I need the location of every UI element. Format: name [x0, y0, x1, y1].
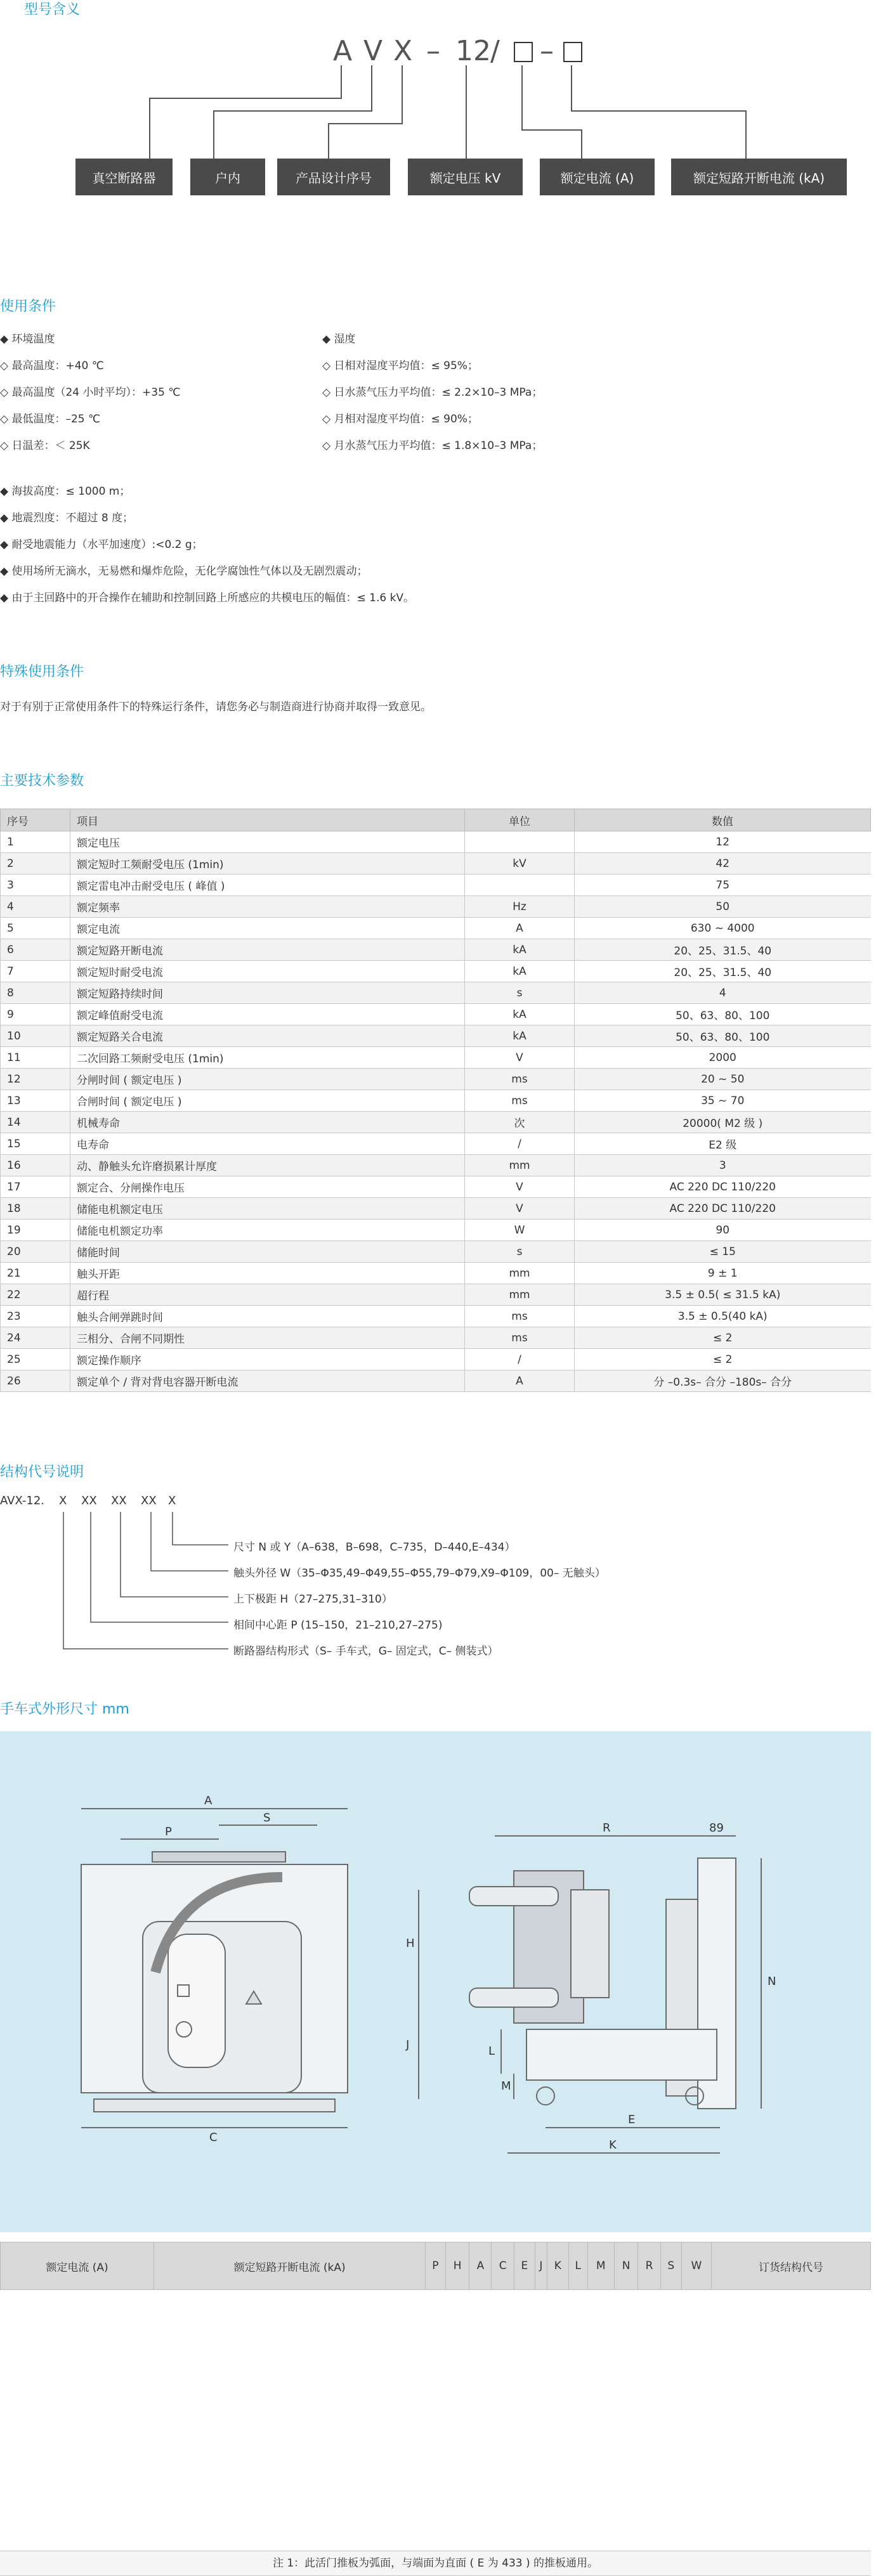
cond-right-1: ◇ 日相对湿度平均值：≤ 95%； [322, 360, 478, 372]
spec-cell-item: 额定短路开断电流 [70, 939, 465, 961]
spec-cell-value: AC 220 DC 110/220 [575, 1198, 871, 1220]
spec-cell-value: E2 级 [575, 1133, 871, 1155]
spec-cell-unit: mm [465, 1263, 575, 1284]
spec-cell-unit: kA [465, 939, 575, 961]
spec-cell-item: 储能电机额定功率 [70, 1220, 465, 1241]
dimensions-title: 手车式外形尺寸 mm [0, 1701, 129, 1717]
table-row [1, 1327, 871, 1349]
table-row [1, 831, 871, 853]
spec-cell-item: 额定短时工频耐受电压 (1min) [70, 853, 465, 875]
code-char-voltage: 12 [455, 35, 491, 67]
spec-cell-unit: 次 [465, 1112, 575, 1133]
spec-cell-item: 额定雷电冲击耐受电压 ( 峰值 ) [70, 875, 465, 896]
spec-cell-value: 12 [575, 831, 871, 853]
dim-label-p: P [165, 1825, 172, 1838]
cond-right-2: ◇ 日水蒸气压力平均值：≤ 2.2×10–3 MPa； [322, 386, 543, 399]
spec-cell-item: 触头合闸弹跳时间 [70, 1306, 465, 1327]
breaker-drawing-svg [0, 1731, 871, 2232]
spec-cell-unit: / [465, 1133, 575, 1155]
spec-cell-item: 额定峰值耐受电流 [70, 1004, 465, 1025]
spec-header-item: 项目 [70, 809, 465, 831]
spec-cell-value: 50 [575, 896, 871, 918]
dim-header-cell: 订货结构代号 [712, 2242, 871, 2290]
spec-cell-unit: V [465, 1047, 575, 1069]
model-connector-lines [0, 60, 876, 162]
dimension-table-header [1, 2242, 871, 2290]
special-title: 特殊使用条件 [0, 664, 84, 680]
spec-cell-item: 动、静触头允许磨损累计厚度 [70, 1155, 465, 1176]
table-row [1, 1133, 871, 1155]
structure-item-4: 断路器结构形式（S– 手车式，G– 固定式，C– 侧装式） [233, 1645, 499, 1658]
spec-cell-unit: kA [465, 1004, 575, 1025]
table-row [1, 1284, 871, 1306]
table-row [1, 853, 871, 875]
cond-other-3: ◆ 使用场所无滴水，无易燃和爆炸危险，无化学腐蚀性气体以及无剧烈震动； [0, 565, 368, 578]
cond-other-2: ◆ 耐受地震能力（水平加速度）:<0.2 g； [0, 538, 203, 551]
dim-header-cell: S [660, 2242, 681, 2290]
spec-cell-value: 9 ± 1 [575, 1263, 871, 1284]
cond-left-1: ◇ 最高温度：+40 ℃ [0, 360, 104, 372]
spec-cell-item: 额定频率 [70, 896, 465, 918]
code-box-current [514, 42, 533, 62]
spec-cell-item: 二次回路工频耐受电压 (1min) [70, 1047, 465, 1069]
spec-cell-value: 630 ~ 4000 [575, 918, 871, 939]
special-text: 对于有别于正常使用条件下的特殊运行条件，请您务必与制造商进行协商并取得一致意见。 [0, 701, 431, 713]
cond-left-0: ◆ 环境温度 [0, 333, 55, 346]
spec-cell-no: 22 [1, 1284, 70, 1306]
cond-right-0: ◆ 湿度 [322, 333, 356, 346]
spec-cell-item: 储能时间 [70, 1241, 465, 1263]
dim-label-a: A [204, 1794, 212, 1807]
spec-cell-item: 超行程 [70, 1284, 465, 1306]
table-row [1, 961, 871, 982]
spec-cell-unit: mm [465, 1155, 575, 1176]
spec-cell-unit: W [465, 1220, 575, 1241]
spec-cell-value: 3.5 ± 0.5( ≤ 31.5 kA) [575, 1284, 871, 1306]
spec-cell-no: 16 [1, 1155, 70, 1176]
label-vacuum-breaker: 真空断路器 [75, 159, 173, 195]
table-row [1, 875, 871, 896]
spec-cell-no: 2 [1, 853, 70, 875]
spec-cell-item: 额定短时耐受电流 [70, 961, 465, 982]
dim-label-s: S [263, 1811, 271, 1825]
spec-cell-value: 20、25、31.5、40 [575, 961, 871, 982]
spec-cell-no: 19 [1, 1220, 70, 1241]
dim-label-r: R [603, 1821, 611, 1835]
spec-cell-item: 三相分、合闸不同期性 [70, 1327, 465, 1349]
spec-cell-no: 26 [1, 1370, 70, 1392]
table-row [1, 1198, 871, 1220]
label-indoor: 户内 [190, 159, 265, 195]
conditions-title: 使用条件 [0, 299, 56, 315]
dim-label-n: N [768, 1975, 776, 1988]
code-char-slash: / [490, 35, 500, 67]
code-char-dash2: – [540, 35, 554, 67]
dim-header-cell: M [587, 2242, 614, 2290]
spec-cell-value: 分 –0.3s– 合分 –180s– 合分 [575, 1370, 871, 1392]
spec-cell-value: 35 ~ 70 [575, 1090, 871, 1112]
structure-code-4: XX [141, 1494, 157, 1507]
table-row [1, 1069, 871, 1090]
structure-connector-lines [0, 1509, 241, 1662]
spec-cell-no: 8 [1, 982, 70, 1004]
spec-cell-value: 50、63、80、100 [575, 1025, 871, 1047]
table-row [1, 1004, 871, 1025]
label-rated-voltage: 额定电压 kV [408, 159, 523, 195]
code-char-x: X [393, 35, 413, 67]
table-row [1, 1370, 871, 1392]
dim-label-89: 89 [709, 1821, 724, 1835]
spec-cell-item: 机械寿命 [70, 1112, 465, 1133]
table-row [1, 982, 871, 1004]
structure-title: 结构代号说明 [0, 1464, 84, 1480]
spec-cell-value: 75 [575, 875, 871, 896]
dim-label-c: C [209, 2131, 218, 2144]
table-row [1, 896, 871, 918]
spec-cell-item: 分闸时间 ( 额定电压 ) [70, 1069, 465, 1090]
spec-cell-item: 额定单个 / 背对背电容器开断电流 [70, 1370, 465, 1392]
table-row [1, 939, 871, 961]
cond-right-3: ◇ 月相对湿度平均值：≤ 90%； [322, 413, 478, 426]
dim-header-cell: E [514, 2242, 535, 2290]
spec-header-no: 序号 [1, 809, 70, 831]
structure-code-5: X [168, 1494, 176, 1507]
spec-table [0, 809, 871, 1392]
table-row [1, 1112, 871, 1133]
spec-cell-unit: / [465, 1349, 575, 1370]
spec-header-value: 数值 [575, 809, 871, 831]
spec-cell-value: 4 [575, 982, 871, 1004]
cond-other-0: ◆ 海拔高度：≤ 1000 m； [0, 485, 131, 498]
spec-cell-value: AC 220 DC 110/220 [575, 1176, 871, 1198]
spec-table-body [1, 831, 871, 1392]
dim-label-m: M [501, 2079, 511, 2093]
structure-code-2: XX [81, 1494, 97, 1507]
label-rated-current: 额定电流 (A) [540, 159, 655, 195]
spec-cell-unit [465, 875, 575, 896]
dim-header-cell: K [547, 2242, 568, 2290]
cond-right-4: ◇ 月水蒸气压力平均值：≤ 1.8×10–3 MPa； [322, 439, 543, 452]
spec-cell-unit: A [465, 918, 575, 939]
spec-cell-value: 42 [575, 853, 871, 875]
spec-cell-unit: kA [465, 1025, 575, 1047]
structure-code-prefix: AVX-12. [0, 1494, 45, 1507]
spec-cell-unit: kA [465, 961, 575, 982]
spec-cell-no: 15 [1, 1133, 70, 1155]
dim-label-l: L [488, 2045, 495, 2058]
spec-cell-no: 25 [1, 1349, 70, 1370]
table-row [1, 1306, 871, 1327]
spec-cell-item: 额定电压 [70, 831, 465, 853]
dim-label-k: K [609, 2138, 617, 2152]
spec-cell-value: 2000 [575, 1047, 871, 1069]
cond-left-4: ◇ 日温差：＜ 25K [0, 439, 90, 452]
spec-cell-no: 17 [1, 1176, 70, 1198]
spec-cell-item: 额定短路持续时间 [70, 982, 465, 1004]
code-char-a: A [333, 35, 353, 67]
dim-header-cell: L [568, 2242, 587, 2290]
spec-cell-no: 20 [1, 1241, 70, 1263]
spec-cell-unit: mm [465, 1284, 575, 1306]
dim-header-cell: R [638, 2242, 660, 2290]
dim-label-j: J [406, 2038, 410, 2052]
structure-code-1: X [59, 1494, 67, 1507]
spec-cell-no: 4 [1, 896, 70, 918]
model-section-title: 型号含义 [24, 2, 81, 18]
spec-cell-item: 额定短路关合电流 [70, 1025, 465, 1047]
dimension-drawing [0, 1731, 871, 2232]
cond-left-3: ◇ 最低温度：–25 ℃ [0, 413, 101, 426]
label-breaking-current: 额定短路开断电流 (kA) [671, 159, 847, 195]
spec-cell-unit: A [465, 1370, 575, 1392]
dim-label-h: H [406, 1937, 415, 1950]
spec-cell-unit: ms [465, 1069, 575, 1090]
spec-cell-no: 7 [1, 961, 70, 982]
dim-header-cell: H [445, 2242, 469, 2290]
structure-code-3: XX [111, 1494, 127, 1507]
spec-cell-item: 触头开距 [70, 1263, 465, 1284]
table-row [1, 1090, 871, 1112]
table-row [1, 1155, 871, 1176]
table-row [1, 1025, 871, 1047]
spec-cell-value: 20000( M2 级 ) [575, 1112, 871, 1133]
dim-header-cell: J [535, 2242, 547, 2290]
spec-cell-no: 10 [1, 1025, 70, 1047]
dim-header-cell: P [426, 2242, 446, 2290]
spec-cell-no: 5 [1, 918, 70, 939]
spec-cell-value: 20 ~ 50 [575, 1069, 871, 1090]
spec-cell-value: ≤ 2 [575, 1327, 871, 1349]
structure-item-2: 上下极距 H（27–275,31–310） [233, 1593, 393, 1606]
table-row [1, 918, 871, 939]
spec-cell-value: 3.5 ± 0.5(40 kA) [575, 1306, 871, 1327]
dimension-table [0, 2242, 871, 2290]
table-row [1, 1176, 871, 1198]
code-box-breaking [563, 42, 582, 62]
table-row [1, 1241, 871, 1263]
spec-cell-item: 电寿命 [70, 1133, 465, 1155]
code-char-dash: – [426, 35, 440, 67]
spec-cell-unit: V [465, 1198, 575, 1220]
spec-cell-no: 1 [1, 831, 70, 853]
dim-header-cell: C [492, 2242, 514, 2290]
spec-cell-unit: kV [465, 853, 575, 875]
spec-cell-unit: ms [465, 1327, 575, 1349]
specs-title: 主要技术参数 [0, 773, 84, 789]
spec-cell-no: 9 [1, 1004, 70, 1025]
spec-cell-unit [465, 831, 575, 853]
spec-cell-no: 21 [1, 1263, 70, 1284]
spec-cell-unit: Hz [465, 896, 575, 918]
dim-header-cell: W [681, 2242, 711, 2290]
dim-header-cell: 额定短路开断电流 (kA) [154, 2242, 426, 2290]
spec-cell-no: 24 [1, 1327, 70, 1349]
structure-item-0: 尺寸 N 或 Y（A–638，B–698，C–735，D–440,E–434） [233, 1541, 516, 1554]
spec-cell-no: 14 [1, 1112, 70, 1133]
table-row [1, 1220, 871, 1241]
code-char-v: V [363, 35, 383, 67]
spec-cell-item: 额定操作顺序 [70, 1349, 465, 1370]
spec-cell-item: 储能电机额定电压 [70, 1198, 465, 1220]
spec-cell-no: 11 [1, 1047, 70, 1069]
spec-cell-unit: s [465, 982, 575, 1004]
spec-cell-item: 额定电流 [70, 918, 465, 939]
spec-cell-unit: s [465, 1241, 575, 1263]
structure-item-1: 触头外径 W（35–Φ35,49–Φ49,55–Φ55,79–Φ79,X9–Φ109，00– 无触头） [233, 1567, 606, 1580]
spec-cell-value: 3 [575, 1155, 871, 1176]
dim-header-cell: A [469, 2242, 492, 2290]
spec-header-unit: 单位 [465, 809, 575, 831]
dim-label-e: E [628, 2113, 636, 2126]
spec-cell-value: 50、63、80、100 [575, 1004, 871, 1025]
cond-left-2: ◇ 最高温度（24 小时平均）：+35 ℃ [0, 386, 181, 399]
spec-cell-no: 12 [1, 1069, 70, 1090]
spec-cell-value: ≤ 2 [575, 1349, 871, 1370]
cond-other-4: ◆ 由于主回路中的开合操作在辅助和控制回路上所感应的共模电压的幅值：≤ 1.6 kV。 [0, 592, 415, 604]
table-row [1, 1047, 871, 1069]
spec-cell-no: 13 [1, 1090, 70, 1112]
spec-cell-no: 3 [1, 875, 70, 896]
spec-cell-unit: ms [465, 1090, 575, 1112]
spec-cell-value: 90 [575, 1220, 871, 1241]
table-row [1, 1263, 871, 1284]
dim-header-cell: N [614, 2242, 638, 2290]
spec-cell-item: 额定合、分闸操作电压 [70, 1176, 465, 1198]
dim-header-cell: 额定电流 (A) [1, 2242, 154, 2290]
spec-cell-unit: ms [465, 1306, 575, 1327]
spec-cell-item: 合闸时间 ( 额定电压 ) [70, 1090, 465, 1112]
dimension-note: 注 1：此活门推板为弧面，与端面为直面 ( E 为 433 ) 的推板通用。 [0, 2551, 871, 2576]
spec-cell-no: 6 [1, 939, 70, 961]
structure-item-3: 相间中心距 P (15–150，21–210,27–275) [233, 1619, 443, 1632]
label-design-serial: 产品设计序号 [277, 159, 390, 195]
table-row [1, 1349, 871, 1370]
spec-cell-value: ≤ 15 [575, 1241, 871, 1263]
spec-cell-no: 18 [1, 1198, 70, 1220]
spec-cell-value: 20、25、31.5、40 [575, 939, 871, 961]
spec-cell-unit: V [465, 1176, 575, 1198]
spec-cell-no: 23 [1, 1306, 70, 1327]
cond-other-1: ◆ 地震烈度：不超过 8 度； [0, 512, 134, 524]
